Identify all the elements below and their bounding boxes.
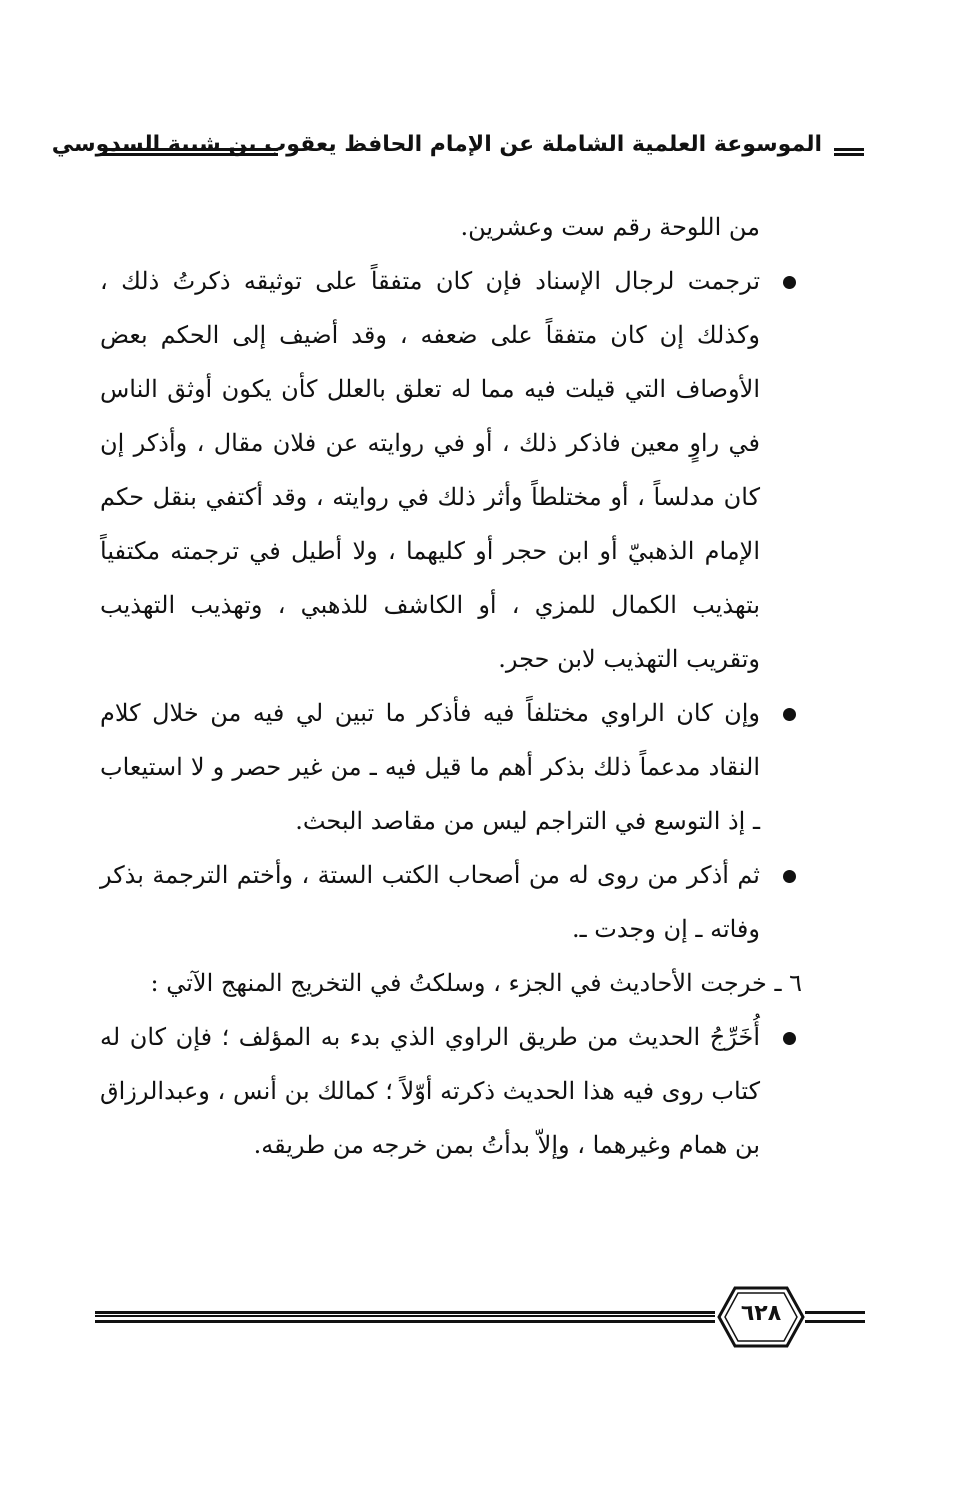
bullet-dot-icon: [783, 276, 796, 289]
bullet-text: ثم أذكر من روى له من أصحاب الكتب الستة ، وأختم الترجمة بذكر وفاته ـ إن وجدت ـ.: [100, 861, 760, 943]
running-header: [51, 128, 864, 172]
bullet-item: [100, 848, 760, 956]
intro-line: من اللوحة رقم ست وعشرين.: [460, 213, 760, 241]
bullet-item: [100, 1010, 760, 1172]
bullet-dot-icon: [783, 1032, 796, 1045]
body-text: [100, 200, 802, 1172]
header-rule-left: [100, 148, 278, 156]
bullet-text: ترجمت لرجال الإسناد فإن كان متفقاً على توثيقه ذكرتُ ذلك ، وكذلك إن كان متفقاً على ضعفه ، وقد أضيف إلى الحكم بعض الأوصاف التي قيلت فيه مما له تعلق بالعلل كأن يكون أوثق الناس في راوٍ معين فاذكر ذلك ، أو في روايته عن فلان مقال ، وأذكر إن كان مدلساً ، أو مختلطاً وأثر ذلك في روايته ، وقد أكتفي بنقل حكم الإمام الذهبيّ أو ابن حجر أو كليهما ، ولا أطيل في ترجمته مكتفياً بتهذيب الكمال للمزي ، أو الكاشف للذهبي ، وتهذيب التهذيب وتقريب التهذيب لابن حجر.: [100, 267, 761, 673]
bullet-item: [100, 686, 760, 848]
footer-rule-left: [95, 1311, 715, 1323]
bullet-text: وإن كان الراوي مختلفاً فيه فأذكر ما تبين لي فيه من خلال كلام النقاد مدعماً ذلك بذكر أهم ما قيل فيه ـ من غير حصر و لا استيعاب ـ إذ التوسع في التراجم ليس من مقاصد البحث.: [100, 699, 760, 835]
page-number-badge: [717, 1285, 805, 1349]
footer-rule-right: [805, 1311, 865, 1323]
header-title: الموسوعة العلمية الشاملة عن الإمام الحافظ يعقوب بن شيبة السدوسي: [51, 132, 822, 157]
page-number: ٦٢٨: [740, 1301, 782, 1326]
bullet-item: [100, 254, 760, 686]
bullet-text: أُخَرِّجُ الحديث من طريق الراوي الذي بدء به المؤلف ؛ فإن كان له كتاب روى فيه هذا الحديث ذكرته أوّلاً ؛ كمالك بن أنس ، وعبدالرزاق بن همام وغيرهما ، وإلاّ بدأتُ بمن خرجه من طريقه.: [100, 1023, 760, 1159]
page-footer: [95, 1285, 865, 1355]
bullet-dot-icon: [783, 870, 796, 883]
bullet-dot-icon: [783, 708, 796, 721]
header-rule-right: [834, 148, 864, 156]
numbered-item: ٦ ـ خرجت الأحاديث في الجزء ، وسلكتُ في التخريج المنهج الآتي :: [150, 969, 802, 997]
